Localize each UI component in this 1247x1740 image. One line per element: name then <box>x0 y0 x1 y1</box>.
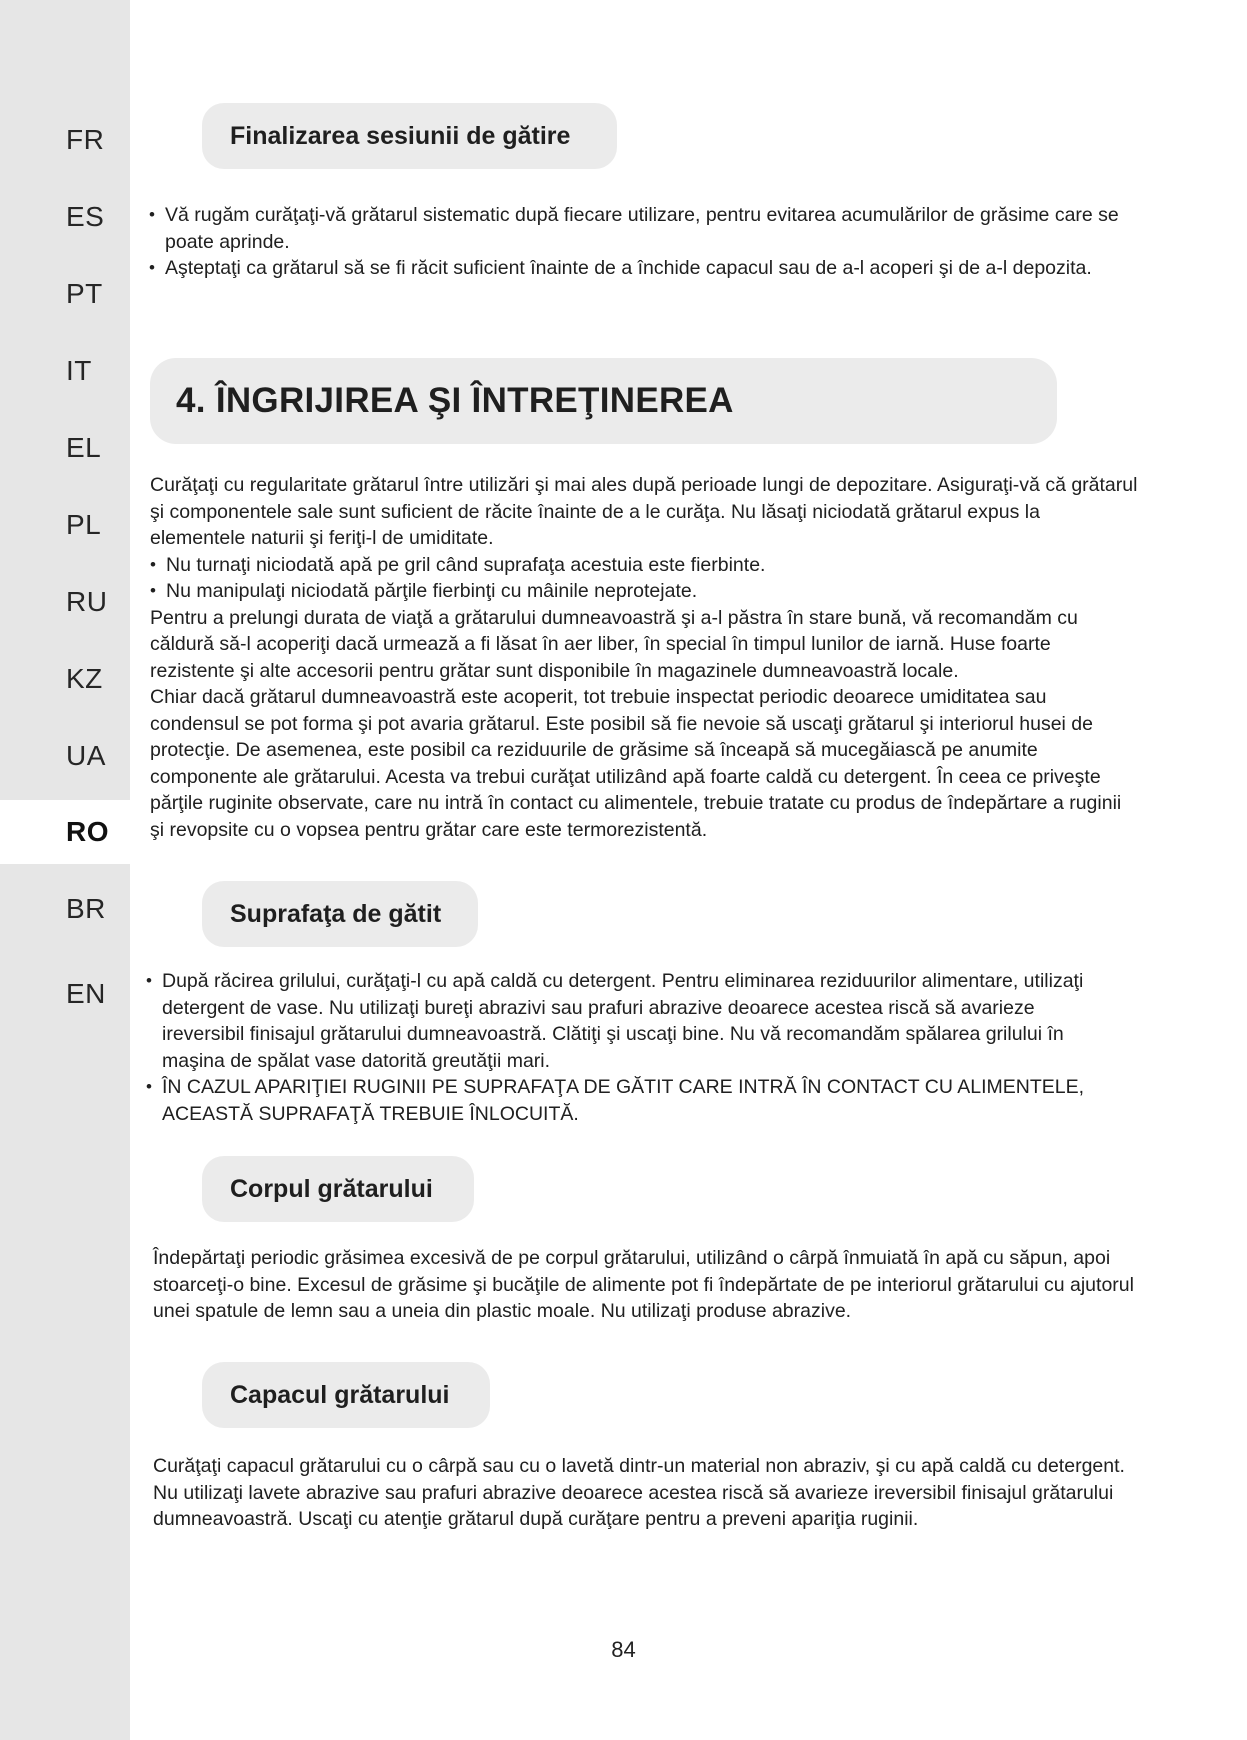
page-number: 84 <box>611 1637 636 1662</box>
end-cooking-bullets <box>149 202 1149 282</box>
section-heading-grill-body: Corpul grătarului <box>202 1156 474 1222</box>
grill-lid-text <box>153 1453 1153 1533</box>
chapter-body <box>150 472 1140 843</box>
grill-lid-paragraph: Curăţaţi capacul grătarului cu o cârpă sau cu o lavetă dintr-un material non abraziv, şi cu apă caldă cu detergent. Nu utilizaţi lavete abrazive sau prafuri abrazive deoarece acestea riscă să avarieze ireversibil finisajul grătarului dumneavoastră. Uscaţi cu atenţie grătarul după curăţare pentru a preveni apariţia ruginii. <box>153 1455 1125 1530</box>
lang-tab-pl[interactable]: PL <box>66 509 102 540</box>
lang-tab-es[interactable]: ES <box>66 201 105 232</box>
lang-tab-kz[interactable]: KZ <box>66 663 103 694</box>
chapter-paragraph-2: Pentru a prelungi durata de viaţă a grătarului dumneavoastră şi a-l păstra în stare bună, vă recomandăm cu căldură să-l acoperiţi dacă urmează a fi lăsat în aer liber, în special în timpul lunilor de iarnă. Huse foarte rezistente şi alte accesorii pentru grătar sunt disponibile în magazinele dumneavoastră locale. <box>150 606 1078 682</box>
lang-tab-el[interactable]: EL <box>66 432 102 463</box>
cooking-surface-bullets <box>146 968 1121 1127</box>
list-item: • Nu turnaţi niciodată apă pe gril când suprafaţa acestuia este fierbinte. <box>150 552 1140 579</box>
grill-body-text <box>153 1245 1138 1325</box>
list-item: • După răcirea grilului, curăţaţi-l cu apă caldă cu detergent. Pentru eliminarea reziduurilor alimentare, utilizaţi detergent de vase. Nu utilizaţi bureţi abrazivi sau prafuri abrazive deoarece acestea riscă să avarieze ireversibil finisajul grătarului dumneavoastră. Clătiţi şi uscaţi bine. Nu vă recomandăm spălarea grilului în maşina de spălat vase datorită greutăţii mari. <box>146 968 1121 1074</box>
lang-tab-pt[interactable]: PT <box>66 278 103 309</box>
language-sidebar <box>0 0 130 1740</box>
chapter-intro: Curăţaţi cu regularitate grătarul între utilizări şi mai ales după perioade lungi de depozitare. Asiguraţi-vă că grătarul şi componentele sale sunt suficient de răcite înainte de a le curăţa. Nu lăsaţi niciodată grătarul expus la elementele naturii şi feriţi-l de umiditate. <box>150 474 1138 549</box>
lang-tab-br[interactable]: BR <box>66 893 106 924</box>
lang-tab-ro[interactable]: RO <box>0 800 166 864</box>
list-item: • Nu manipulaţi niciodată părţile fierbinţi cu mâinile neprotejate. <box>150 578 1140 605</box>
section-heading-cooking-surface: Suprafaţa de gătit <box>202 881 478 947</box>
lang-tab-ru[interactable]: RU <box>66 586 108 617</box>
chapter-heading: 4. ÎNGRIJIREA ŞI ÎNTREŢINEREA <box>150 358 1057 444</box>
grill-body-paragraph: Îndepărtaţi periodic grăsimea excesivă de pe corpul grătarului, utilizând o cârpă înmuiată în apă cu săpun, apoi stoarceţi-o bine. Excesul de grăsime şi bucăţile de alimente pot fi îndepărtate de pe interiorul grătarului cu ajutorul unei spatule de lemn sau a uneia din plastic moale. Nu utilizaţi produse abrazive. <box>153 1247 1134 1322</box>
lang-tab-ua[interactable]: UA <box>66 740 106 771</box>
lang-tab-it[interactable]: IT <box>66 355 92 386</box>
lang-tab-fr[interactable]: FR <box>66 124 105 155</box>
list-item: • Aşteptaţi ca grătarul să se fi răcit suficient înainte de a închide capacul sau de a-l acoperi şi de a-l depozita. <box>149 255 1149 282</box>
list-item: • ÎN CAZUL APARIŢIEI RUGINII PE SUPRAFAŢA DE GĂTIT CARE INTRĂ ÎN CONTACT CU ALIMENTELE, ACEASTĂ SUPRAFAŢĂ TREBUIE ÎNLOCUITĂ. <box>146 1074 1121 1127</box>
list-item: • Vă rugăm curăţaţi-vă grătarul sistematic după fiecare utilizare, pentru evitarea acumulărilor de grăsime care se poate aprinde. <box>149 202 1149 255</box>
chapter-paragraph-3: Chiar dacă grătarul dumneavoastră este acoperit, tot trebuie inspectat periodic deoarece umiditatea sau condensul se pot forma şi pot avaria grătarul. Este posibil să fie nevoie să uscaţi grătarul şi interiorul husei de protecţie. De asemenea, este posibil ca reziduurile de grăsime să înceapă să mucegăiască pe anumite componente ale grătarului. Acesta va trebui curăţat utilizând apă foarte caldă cu detergent. În ceea ce priveşte părţile ruginite observate, care nu intră în contact cu alimentele, trebuie tratate cu produs de îndepărtare a ruginii şi revopsite cu o vopsea pentru grătar care este termorezistentă. <box>150 686 1122 841</box>
section-heading-end-cooking: Finalizarea sesiunii de gătire <box>202 103 617 169</box>
lang-tab-en[interactable]: EN <box>66 978 106 1009</box>
section-heading-grill-lid: Capacul grătarului <box>202 1362 490 1428</box>
